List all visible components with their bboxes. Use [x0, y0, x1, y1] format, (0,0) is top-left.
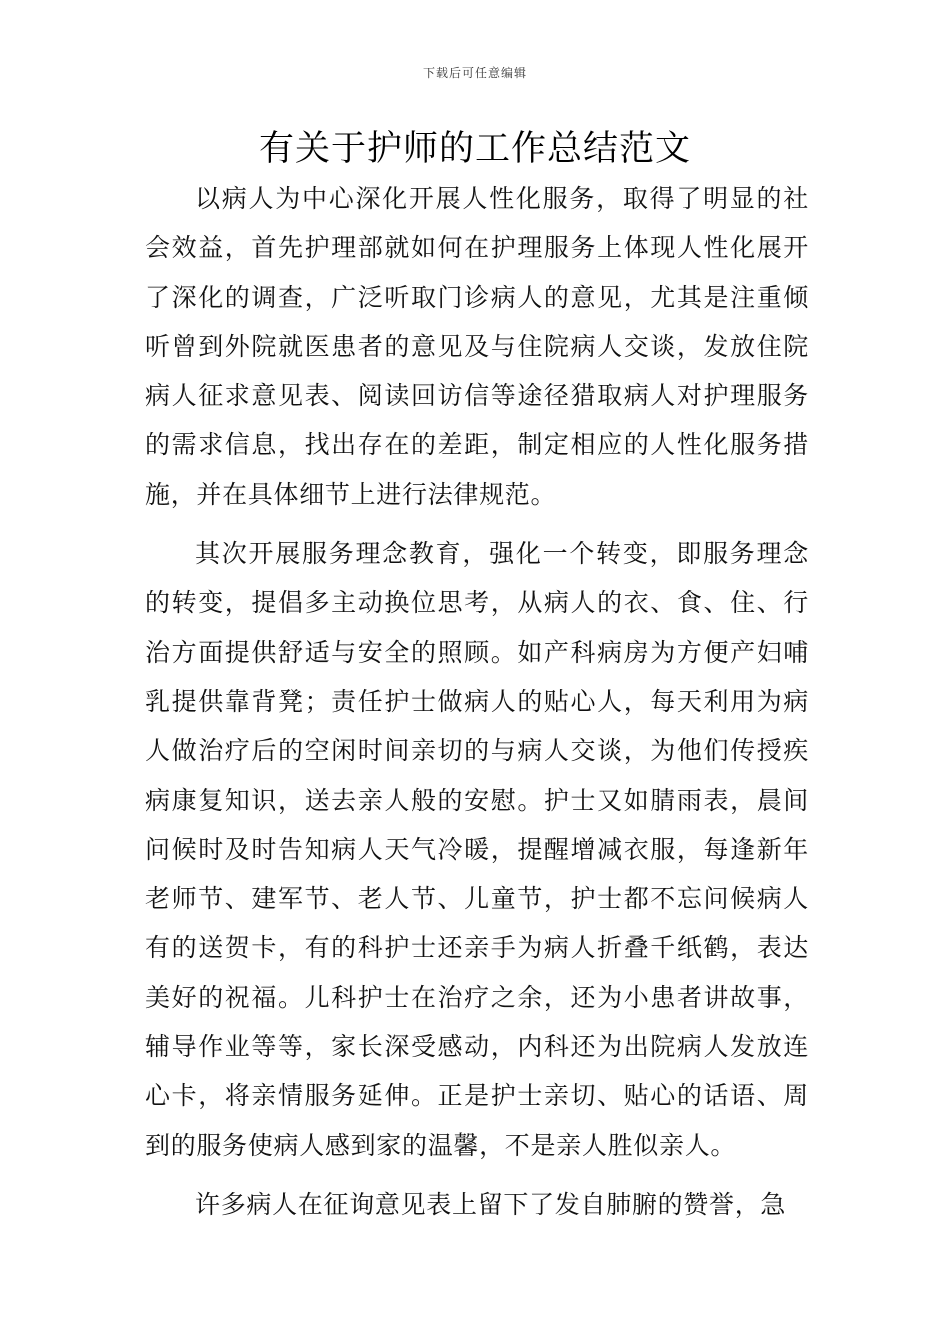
document-body — [145, 174, 809, 1229]
document-title: 有关于护师的工作总结范文 — [258, 129, 691, 169]
header-note: 下载后可任意编辑 — [422, 66, 527, 80]
paragraph-1: 以病人为中心深化开展人性化服务，取得了明显的社会效益，首先护理部就如何在护理服务上体现人性化展开了深化的调查，广泛听取门诊病人的意见，尤其是注重倾听曾到外院就医患者的意见及与住院病人交谈，发放住院病人征求意见表、阅读回访信等途径猎取病人对护理服务的需求信息，找出存在的差距，制定相应的人性化服务措施，并在具体细节上进行法律规范。 — [145, 184, 809, 509]
paragraph-3: 许多病人在征询意见表上留下了发自肺腑的赞誉，急 — [195, 1189, 787, 1219]
paragraph-2: 其次开展服务理念教育，强化一个转变，即服务理念的转变，提倡多主动换位思考，从病人的衣、食、住、行治方面提供舒适与安全的照顾。如产科病房为方便产妇哺乳提供靠背凳；责任护士做病人的贴心人，每天利用为病人做治疗后的空闲时间亲切的与病人交谈，为他们传授疾病康复知识，送去亲人般的安慰。护士又如腈雨表，晨间问候时及时告知病人天气冷暖，提醒增减衣服，每逢新年老师节、建军节、老人节、儿童节，护士都不忘问候病人有的送贺卡，有的科护士还亲手为病人折叠千纸鹤，表达美好的祝福。儿科护士在治疗之余，还为小患者讲故事，辅导作业等等，家长深受感动，内科还为出院病人发放连心卡，将亲情服务延伸。正是护士亲切、贴心的话语、周到的服务使病人感到家的温馨，不是亲人胜似亲人。 — [145, 539, 809, 1160]
